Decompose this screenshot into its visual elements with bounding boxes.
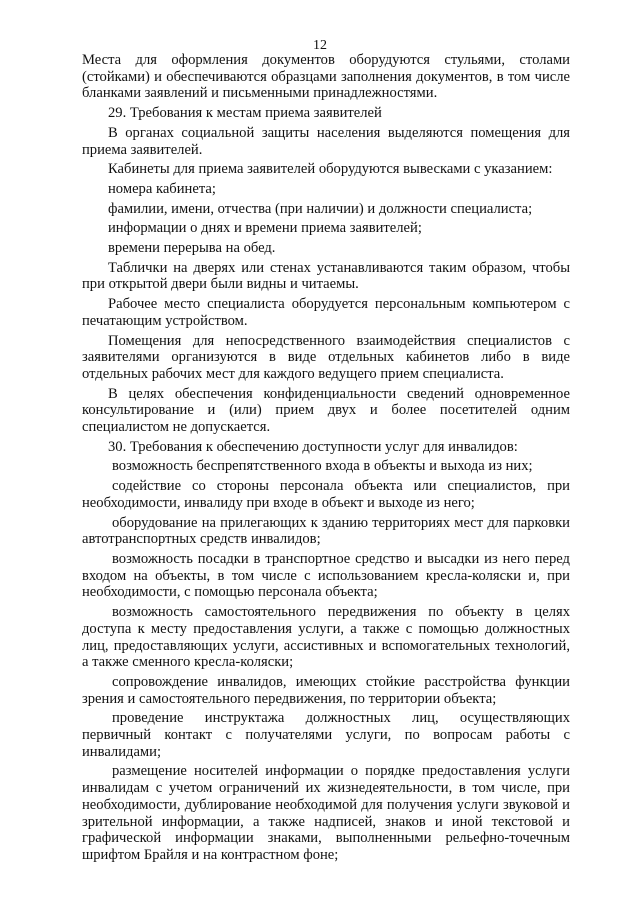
list-item: времени перерыва на обед. [108, 240, 276, 257]
section-heading: 30. Требования к обеспечению доступности услуг для инвалидов: [108, 438, 518, 455]
list-item: проведение инструктажа должностных лиц, осуществляющих первичный контакт с получателями услуги, по вопросам работы с инвалидами; [82, 710, 570, 760]
list-item: фамилии, имени, отчества (при наличии) и должности специалиста; [108, 200, 533, 217]
paragraph: Рабочее место специалиста оборудуется персональным компьютером с печатающим устройством. [82, 296, 570, 329]
paragraph: Места для оформления документов оборудуются стульями, столами (стойками) и обеспечиваются образцами заполнения документов, в том числе бланками заявлений и письменными принадлежностями. [82, 52, 570, 102]
list-item: содействие со стороны персонала объекта или специалистов, при необходимости, инвалиду при входе в объект и выходе из него; [82, 478, 570, 511]
page-number: 12 [313, 38, 327, 53]
list-item: номера кабинета; [108, 180, 216, 197]
paragraph: Кабинеты для приема заявителей оборудуются вывесками с указанием: [108, 161, 553, 178]
list-item: возможность самостоятельного передвижения по объекту в целях доступа к месту предоставления услуги, а также с помощью должностных лиц, предоставляющих услуги, ассистивных и вспомогательных технологий, а также сменного кресла-коляски; [82, 604, 570, 671]
list-item: информации о днях и времени приема заявителей; [108, 220, 422, 237]
list-item: возможность посадки в транспортное средство и высадки из него перед входом на объекты, в том числе с использованием кресла-коляски и, при необходимости, с помощью персонала объекта; [82, 550, 570, 601]
paragraph: В целях обеспечения конфиденциальности сведений одновременное консультирование и (или) прием двух и более посетителей одним специалистом не допускается. [82, 385, 570, 436]
paragraph: В органах социальной защиты населения выделяются помещения для приема заявителей. [82, 124, 570, 158]
paragraph: Помещения для непосредственного взаимодействия специалистов с заявителями организуются в виде отдельных кабинетов либо в виде отдельных рабочих мест для каждого ведущего прием специалиста. [82, 332, 570, 382]
list-item: сопровождение инвалидов, имеющих стойкие расстройства функции зрения и самостоятельного передвижения, по территории объекта; [82, 673, 570, 707]
list-item: оборудование на прилегающих к зданию территориях мест для парковки автотранспортных средств инвалидов; [82, 514, 570, 548]
list-item: размещение носителей информации о порядке предоставления услуги инвалидам с учетом ограничений их жизнедеятельности, в том числе, при необходимости, дублирование необходимой для получения услуги звуковой и зрительной информации, а также надписей, знаков и иной текстовой и графической информации знаками, выполненными рельефно-точечным шрифтом Брайля и на контрастном фоне; [82, 763, 570, 863]
paragraph: Таблички на дверях или стенах устанавливаются таким образом, чтобы при открытой двери были видны и читаемы. [82, 259, 570, 293]
list-item: возможность беспрепятственного входа в объекты и выхода из них; [112, 458, 533, 475]
section-heading: 29. Требования к местам приема заявителей [108, 105, 382, 122]
document-body [82, 52, 570, 867]
